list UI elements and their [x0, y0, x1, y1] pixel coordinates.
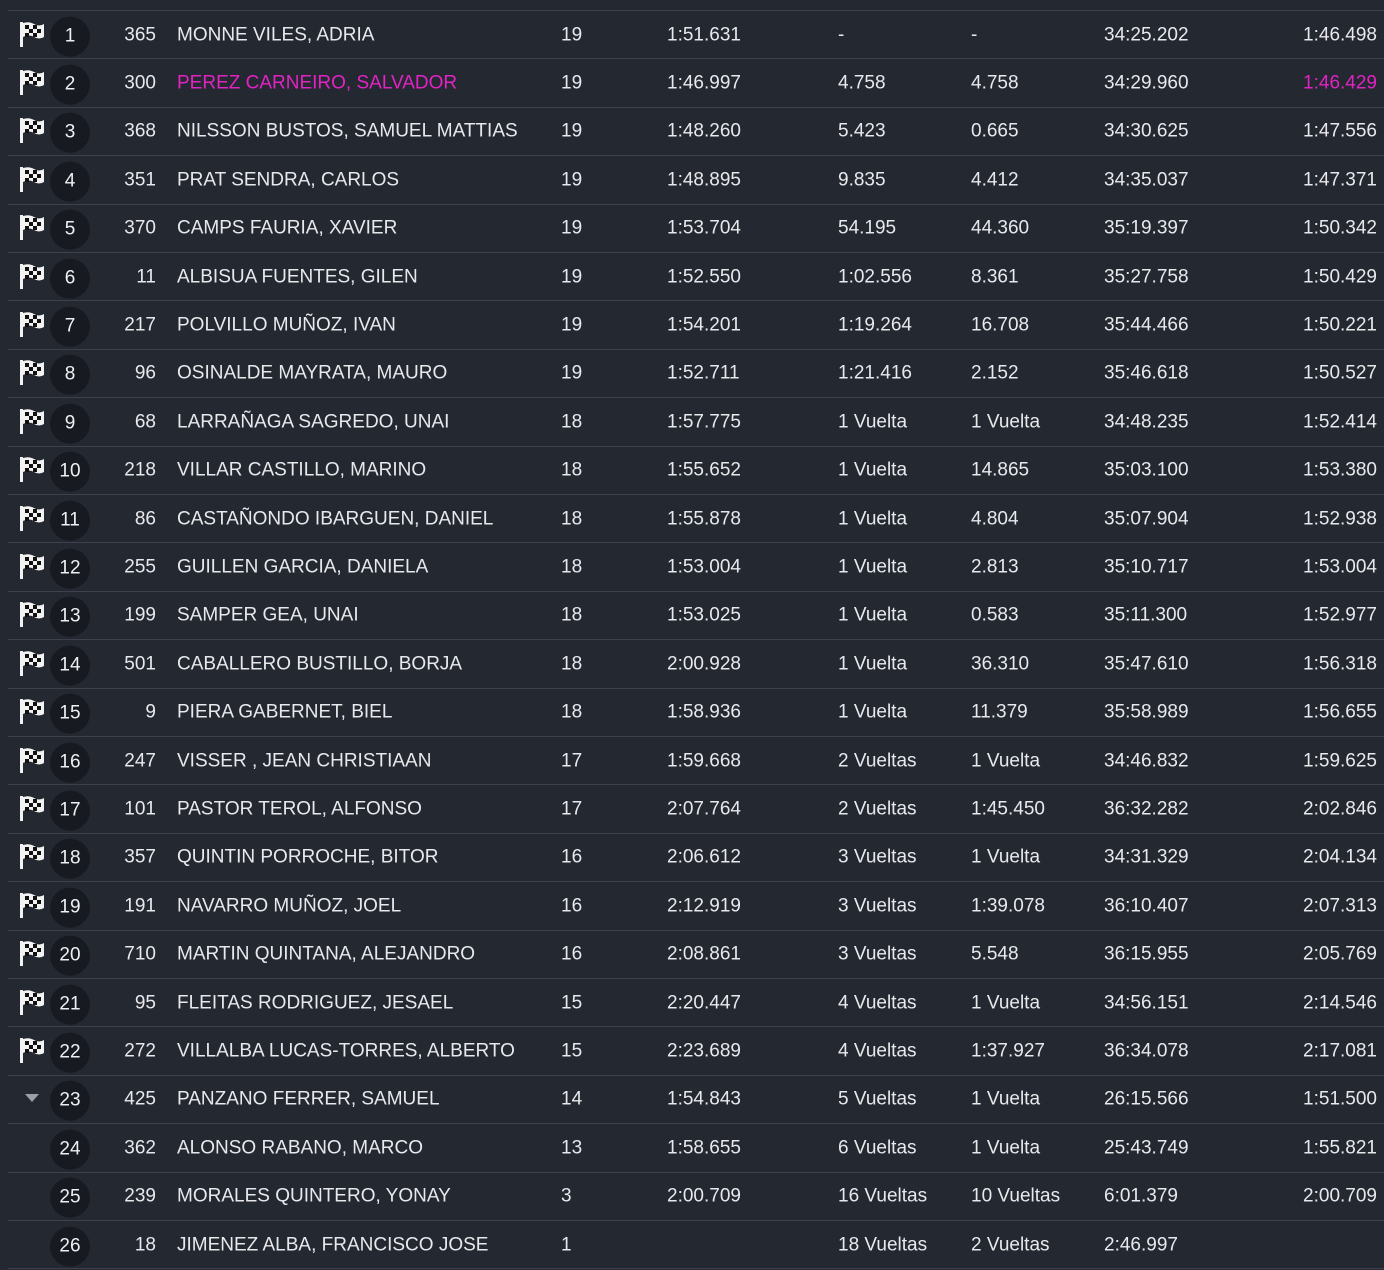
bib-number: 9	[145, 701, 156, 723]
last-lap: 2:00.709	[1303, 1185, 1377, 1207]
total-time: 34:31.329	[1104, 846, 1189, 868]
checkered-flag-icon	[18, 552, 48, 582]
last-lap: 1:50.527	[1303, 362, 1377, 384]
total-time: 36:10.407	[1104, 895, 1189, 917]
driver-name: CAMPS FAURIA, XAVIER	[177, 217, 398, 239]
driver-name: JIMENEZ ALBA, FRANCISCO JOSE	[177, 1234, 489, 1256]
driver-name: ALONSO RABANO, MARCO	[177, 1137, 423, 1159]
best-lap: 1:53.025	[667, 604, 741, 626]
checkered-flag-icon	[18, 262, 48, 292]
checkered-flag-icon	[18, 697, 48, 727]
position-badge: 3	[50, 113, 90, 153]
interval: 4.758	[971, 72, 1019, 94]
table-row[interactable]	[8, 737, 1384, 785]
interval: 2.813	[971, 556, 1019, 578]
gap-to-leader: 9.835	[838, 169, 886, 191]
interval: 1 Vuelta	[971, 411, 1041, 433]
gap-to-leader: 5 Vueltas	[838, 1088, 917, 1110]
last-lap: 1:56.655	[1303, 701, 1377, 723]
interval: 1 Vuelta	[971, 846, 1041, 868]
best-lap: 1:53.704	[667, 217, 741, 239]
position-badge: 7	[50, 307, 90, 347]
gap-to-leader: 1 Vuelta	[838, 411, 908, 433]
interval: 4.412	[971, 169, 1019, 191]
bib-number: 247	[124, 750, 156, 772]
bib-number: 96	[134, 362, 156, 384]
total-time: 35:58.989	[1104, 701, 1189, 723]
total-time: 2:46.997	[1104, 1234, 1178, 1256]
last-lap: 1:53.380	[1303, 459, 1377, 481]
driver-name: GUILLEN GARCIA, DANIELA	[177, 556, 429, 578]
driver-name: PASTOR TEROL, ALFONSO	[177, 798, 422, 820]
total-time: 34:48.235	[1104, 411, 1189, 433]
position-badge: 4	[50, 161, 90, 201]
bib-number: 710	[124, 943, 156, 965]
driver-name: ALBISUA FUENTES, GILEN	[177, 266, 418, 288]
table-row[interactable]	[8, 59, 1384, 107]
table-row[interactable]	[8, 11, 1384, 59]
gap-to-leader: 3 Vueltas	[838, 943, 917, 965]
position-badge: 11	[50, 500, 90, 540]
table-row[interactable]	[8, 689, 1384, 737]
gap-to-leader: 1 Vuelta	[838, 508, 908, 530]
position-badge: 2	[50, 65, 90, 105]
table-row[interactable]	[8, 156, 1384, 204]
total-time: 36:34.078	[1104, 1040, 1189, 1062]
bib-number: 300	[124, 72, 156, 94]
best-lap: 1:58.936	[667, 701, 741, 723]
table-row[interactable]	[8, 1173, 1384, 1221]
table-row[interactable]	[8, 1076, 1384, 1124]
laps-count: 17	[561, 798, 583, 820]
last-lap: 1:50.342	[1303, 217, 1377, 239]
laps-count: 16	[561, 846, 583, 868]
bib-number: 370	[124, 217, 156, 239]
driver-name: CABALLERO BUSTILLO, BORJA	[177, 653, 463, 675]
position-badge: 25	[50, 1178, 90, 1218]
interval: 44.360	[971, 217, 1030, 239]
gap-to-leader: 54.195	[838, 217, 897, 239]
driver-name: SAMPER GEA, UNAI	[177, 604, 359, 626]
total-time: 35:07.904	[1104, 508, 1189, 530]
laps-count: 14	[561, 1088, 583, 1110]
position-badge: 13	[50, 597, 90, 637]
table-row[interactable]	[8, 350, 1384, 398]
bib-number: 501	[124, 653, 156, 675]
laps-count: 16	[561, 895, 583, 917]
best-lap: 1:52.550	[667, 266, 741, 288]
table-row[interactable]	[8, 1027, 1384, 1075]
best-lap: 2:00.928	[667, 653, 741, 675]
position-badge: 14	[50, 645, 90, 685]
driver-name: PANZANO FERRER, SAMUEL	[177, 1088, 440, 1110]
best-lap: 1:54.201	[667, 314, 741, 336]
total-time: 6:01.379	[1104, 1185, 1178, 1207]
laps-count: 19	[561, 24, 583, 46]
bib-number: 95	[134, 992, 156, 1014]
checkered-flag-icon	[18, 116, 48, 146]
laps-count: 19	[561, 169, 583, 191]
total-time: 35:27.758	[1104, 266, 1189, 288]
gap-to-leader: 18 Vueltas	[838, 1234, 928, 1256]
driver-name: PRAT SENDRA, CARLOS	[177, 169, 400, 191]
position-badge: 23	[50, 1081, 90, 1121]
position-badge: 10	[50, 452, 90, 492]
best-lap: 1:48.260	[667, 120, 741, 142]
laps-count: 15	[561, 992, 583, 1014]
bib-number: 86	[134, 508, 156, 530]
best-lap: 2:20.447	[667, 992, 741, 1014]
interval: 0.583	[971, 604, 1019, 626]
bib-number: 218	[124, 459, 156, 481]
checkered-flag-icon	[18, 891, 48, 921]
table-row[interactable]	[8, 592, 1384, 640]
gap-to-leader: 1:19.264	[838, 314, 912, 336]
interval: 5.548	[971, 943, 1019, 965]
table-row[interactable]	[8, 253, 1384, 301]
interval: 0.665	[971, 120, 1019, 142]
best-lap: 2:12.919	[667, 895, 741, 917]
last-lap: 2:07.313	[1303, 895, 1377, 917]
checkered-flag-icon	[18, 68, 48, 98]
bib-number: 362	[124, 1137, 156, 1159]
position-badge: 5	[50, 210, 90, 250]
checkered-flag-icon	[18, 310, 48, 340]
position-badge: 12	[50, 549, 90, 589]
best-lap: 2:00.709	[667, 1185, 741, 1207]
laps-count: 19	[561, 266, 583, 288]
table-row[interactable]	[8, 931, 1384, 979]
total-time: 26:15.566	[1104, 1088, 1189, 1110]
gap-to-leader: 2 Vueltas	[838, 798, 917, 820]
laps-count: 16	[561, 943, 583, 965]
last-lap: 2:14.546	[1303, 992, 1377, 1014]
total-time: 34:35.037	[1104, 169, 1189, 191]
last-lap: 1:56.318	[1303, 653, 1377, 675]
interval: 1:39.078	[971, 895, 1045, 917]
gap-to-leader: 5.423	[838, 120, 886, 142]
gap-to-leader: 1:02.556	[838, 266, 912, 288]
table-row[interactable]	[8, 1124, 1384, 1172]
checkered-flag-icon	[18, 939, 48, 969]
total-time: 35:46.618	[1104, 362, 1189, 384]
checkered-flag-icon	[18, 165, 48, 195]
position-badge: 19	[50, 887, 90, 927]
gap-to-leader: 4 Vueltas	[838, 1040, 917, 1062]
best-lap: 1:58.655	[667, 1137, 741, 1159]
driver-name: PIERA GABERNET, BIEL	[177, 701, 393, 723]
driver-name: VILLAR CASTILLO, MARINO	[177, 459, 427, 481]
gap-to-leader: 3 Vueltas	[838, 895, 917, 917]
driver-name: NAVARRO MUÑOZ, JOEL	[177, 895, 402, 917]
laps-count: 18	[561, 556, 583, 578]
position-badge: 18	[50, 839, 90, 879]
gap-to-leader: 4 Vueltas	[838, 992, 917, 1014]
best-lap: 1:51.631	[667, 24, 741, 46]
laps-count: 18	[561, 701, 583, 723]
laps-count: 1	[561, 1234, 572, 1256]
position-badge: 1	[50, 16, 90, 56]
last-lap: 1:59.625	[1303, 750, 1377, 772]
interval: 2.152	[971, 362, 1019, 384]
position-badge: 20	[50, 936, 90, 976]
position-badge: 16	[50, 742, 90, 782]
checkered-flag-icon	[18, 407, 48, 437]
laps-count: 18	[561, 604, 583, 626]
gap-to-leader: 1:21.416	[838, 362, 912, 384]
gap-to-leader: 3 Vueltas	[838, 846, 917, 868]
gap-to-leader: 1 Vuelta	[838, 701, 908, 723]
table-row[interactable]	[8, 205, 1384, 253]
best-lap: 2:06.612	[667, 846, 741, 868]
total-time: 34:29.960	[1104, 72, 1189, 94]
interval: 10 Vueltas	[971, 1185, 1061, 1207]
total-time: 35:10.717	[1104, 556, 1189, 578]
checkered-flag-icon	[18, 504, 48, 534]
best-lap: 1:55.878	[667, 508, 741, 530]
bib-number: 357	[124, 846, 156, 868]
last-lap: 1:50.221	[1303, 314, 1377, 336]
gap-to-leader: 1 Vuelta	[838, 556, 908, 578]
total-time: 34:25.202	[1104, 24, 1189, 46]
position-badge: 9	[50, 403, 90, 443]
interval: 11.379	[971, 701, 1028, 723]
position-badge: 6	[50, 258, 90, 298]
last-lap: 1:52.938	[1303, 508, 1377, 530]
driver-name: PEREZ CARNEIRO, SALVADOR	[177, 72, 458, 94]
bib-number: 351	[124, 169, 156, 191]
driver-name: QUINTIN PORROCHE, BITOR	[177, 846, 439, 868]
position-badge: 22	[50, 1033, 90, 1073]
table-row[interactable]	[8, 543, 1384, 591]
last-lap: 2:17.081	[1303, 1040, 1377, 1062]
checkered-flag-icon	[18, 842, 48, 872]
total-time: 25:43.749	[1104, 1137, 1189, 1159]
best-lap: 1:57.775	[667, 411, 741, 433]
driver-name: POLVILLO MUÑOZ, IVAN	[177, 314, 396, 336]
laps-count: 13	[561, 1137, 583, 1159]
interval: 1 Vuelta	[971, 992, 1041, 1014]
table-row[interactable]	[8, 640, 1384, 688]
checkered-flag-icon	[18, 358, 48, 388]
table-row[interactable]	[8, 495, 1384, 543]
interval: 1 Vuelta	[971, 750, 1041, 772]
interval: 2 Vueltas	[971, 1234, 1050, 1256]
total-time: 36:15.955	[1104, 943, 1189, 965]
last-lap: 1:53.004	[1303, 556, 1377, 578]
gap-to-leader: 16 Vueltas	[838, 1185, 928, 1207]
gap-to-leader: 1 Vuelta	[838, 459, 908, 481]
checkered-flag-icon	[18, 600, 48, 630]
laps-count: 3	[561, 1185, 572, 1207]
driver-name: VISSER , JEAN CHRISTIAAN	[177, 750, 432, 772]
laps-count: 19	[561, 362, 583, 384]
checkered-flag-icon	[18, 213, 48, 243]
last-lap: 1:55.821	[1303, 1137, 1377, 1159]
bib-number: 68	[134, 411, 156, 433]
checkered-flag-icon	[18, 794, 48, 824]
last-lap: 1:47.556	[1303, 120, 1377, 142]
laps-count: 19	[561, 217, 583, 239]
total-time: 35:19.397	[1104, 217, 1189, 239]
interval: 4.804	[971, 508, 1019, 530]
position-badge: 8	[50, 355, 90, 395]
table-row[interactable]	[8, 979, 1384, 1027]
interval: 8.361	[971, 266, 1019, 288]
table-row[interactable]	[8, 1221, 1384, 1269]
best-lap: 1:52.711	[667, 362, 740, 384]
gap-to-leader: 2 Vueltas	[838, 750, 917, 772]
checkered-flag-icon	[18, 455, 48, 485]
bib-number: 11	[136, 266, 156, 288]
total-time: 35:47.610	[1104, 653, 1189, 675]
table-row[interactable]	[8, 882, 1384, 930]
laps-count: 18	[561, 459, 583, 481]
best-lap: 1:59.668	[667, 750, 741, 772]
interval: 1 Vuelta	[971, 1088, 1041, 1110]
bib-number: 365	[124, 24, 156, 46]
best-lap: 1:53.004	[667, 556, 741, 578]
interval: 16.708	[971, 314, 1030, 336]
table-row[interactable]	[8, 398, 1384, 446]
total-time: 34:30.625	[1104, 120, 1189, 142]
last-lap: 1:46.429	[1303, 72, 1377, 94]
position-badge: 15	[50, 694, 90, 734]
gap-to-leader: 6 Vueltas	[838, 1137, 917, 1159]
driver-name: OSINALDE MAYRATA, MAURO	[177, 362, 448, 384]
total-time: 34:56.151	[1104, 992, 1189, 1014]
last-lap: 1:46.498	[1303, 24, 1377, 46]
bib-number: 368	[124, 120, 156, 142]
best-lap: 1:54.843	[667, 1088, 741, 1110]
laps-count: 19	[561, 314, 583, 336]
interval: 1:45.450	[971, 798, 1045, 820]
driver-name: FLEITAS RODRIGUEZ, JESAEL	[177, 992, 454, 1014]
interval: -	[971, 24, 978, 46]
bib-number: 272	[124, 1040, 156, 1062]
best-lap: 2:23.689	[667, 1040, 741, 1062]
gap-to-leader: 4.758	[838, 72, 886, 94]
driver-name: MONNE VILES, ADRIA	[177, 24, 375, 46]
best-lap: 1:46.997	[667, 72, 741, 94]
bib-number: 191	[124, 895, 156, 917]
bib-number: 425	[124, 1088, 156, 1110]
laps-count: 15	[561, 1040, 583, 1062]
triangle-down-icon[interactable]	[18, 1084, 48, 1114]
last-lap: 2:05.769	[1303, 943, 1377, 965]
last-lap: 1:52.977	[1303, 604, 1377, 626]
last-lap: 1:52.414	[1303, 411, 1377, 433]
last-lap: 1:47.371	[1303, 169, 1377, 191]
bib-number: 18	[134, 1234, 156, 1256]
best-lap: 1:55.652	[667, 459, 741, 481]
bib-number: 239	[124, 1185, 156, 1207]
last-lap: 2:04.134	[1303, 846, 1377, 868]
checkered-flag-icon	[18, 649, 48, 679]
bib-number: 217	[124, 314, 156, 336]
bib-number: 101	[124, 798, 156, 820]
laps-count: 19	[561, 72, 583, 94]
best-lap: 1:48.895	[667, 169, 741, 191]
interval: 1 Vuelta	[971, 1137, 1041, 1159]
laps-count: 18	[561, 653, 583, 675]
table-row[interactable]	[8, 447, 1384, 495]
total-time: 36:32.282	[1104, 798, 1189, 820]
table-row[interactable]	[8, 301, 1384, 349]
laps-count: 18	[561, 411, 583, 433]
driver-name: LARRAÑAGA SAGREDO, UNAI	[177, 411, 450, 433]
table-row[interactable]	[8, 834, 1384, 882]
driver-name: CASTAÑONDO IBARGUEN, DANIEL	[177, 508, 494, 530]
total-time: 35:11.300	[1104, 604, 1188, 626]
position-badge: 26	[50, 1226, 90, 1266]
total-time: 35:44.466	[1104, 314, 1189, 336]
driver-name: NILSSON BUSTOS, SAMUEL MATTIAS	[177, 120, 518, 142]
laps-count: 17	[561, 750, 583, 772]
interval: 1:37.927	[971, 1040, 1045, 1062]
last-lap: 2:02.846	[1303, 798, 1377, 820]
total-time: 34:46.832	[1104, 750, 1189, 772]
interval: 36.310	[971, 653, 1030, 675]
best-lap: 2:08.861	[667, 943, 741, 965]
checkered-flag-icon	[18, 20, 48, 50]
table-row[interactable]	[8, 108, 1384, 156]
checkered-flag-icon	[18, 988, 48, 1018]
driver-name: MARTIN QUINTANA, ALEJANDRO	[177, 943, 476, 965]
interval: 14.865	[971, 459, 1030, 481]
driver-name: MORALES QUINTERO, YONAY	[177, 1185, 451, 1207]
laps-count: 19	[561, 120, 583, 142]
gap-to-leader: -	[838, 24, 845, 46]
last-lap: 1:50.429	[1303, 266, 1377, 288]
gap-to-leader: 1 Vuelta	[838, 604, 908, 626]
total-time: 35:03.100	[1104, 459, 1189, 481]
position-badge: 24	[50, 1129, 90, 1169]
position-badge: 17	[50, 791, 90, 831]
table-row[interactable]	[8, 785, 1384, 833]
laps-count: 18	[561, 508, 583, 530]
driver-name: VILLALBA LUCAS-TORRES, ALBERTO	[177, 1040, 515, 1062]
checkered-flag-icon	[18, 1036, 48, 1066]
gap-to-leader: 1 Vuelta	[838, 653, 908, 675]
bib-number: 199	[124, 604, 156, 626]
best-lap: 2:07.764	[667, 798, 741, 820]
position-badge: 21	[50, 984, 90, 1024]
last-lap: 1:51.500	[1303, 1088, 1377, 1110]
checkered-flag-icon	[18, 746, 48, 776]
bib-number: 255	[124, 556, 156, 578]
